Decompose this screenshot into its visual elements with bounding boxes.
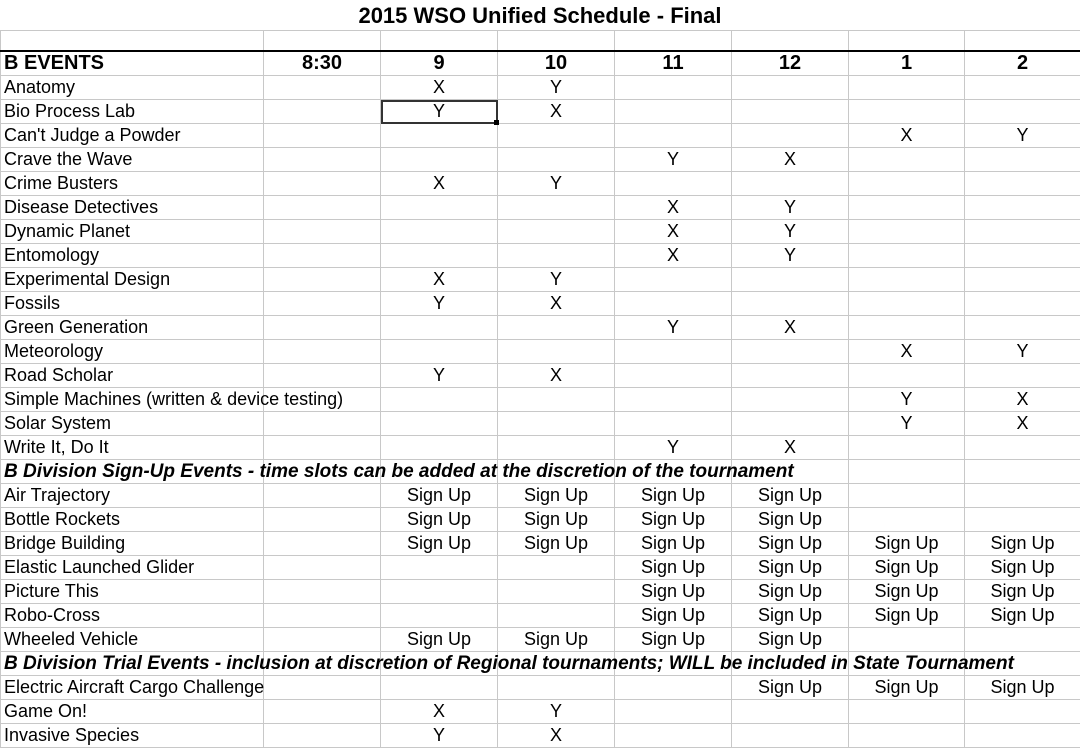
slot-cell[interactable]: Y — [615, 436, 732, 460]
slot-cell[interactable] — [615, 268, 732, 292]
header-label-cell[interactable]: B EVENTS — [1, 51, 264, 76]
slot-cell[interactable] — [615, 124, 732, 148]
event-name-cell[interactable]: Robo-Cross — [1, 604, 264, 628]
slot-cell[interactable] — [615, 172, 732, 196]
slot-cell[interactable]: X — [615, 196, 732, 220]
event-row — [1, 340, 1080, 364]
slot-cell[interactable] — [498, 388, 615, 412]
slot-cell[interactable] — [732, 412, 849, 436]
slot-cell[interactable] — [498, 148, 615, 172]
slot-cell[interactable] — [264, 148, 381, 172]
slot-cell[interactable] — [381, 412, 498, 436]
slot-cell[interactable] — [965, 316, 1080, 340]
slot-cell[interactable] — [264, 484, 381, 508]
slot-cell[interactable] — [381, 388, 498, 412]
slot-cell[interactable] — [498, 436, 615, 460]
cell[interactable] — [264, 31, 381, 52]
event-row — [1, 172, 1080, 196]
slot-cell[interactable] — [381, 148, 498, 172]
slot-cell[interactable] — [264, 628, 381, 652]
time-header-cell[interactable]: 1 — [849, 51, 965, 76]
slot-cell[interactable] — [381, 340, 498, 364]
slot-cell[interactable] — [965, 364, 1080, 388]
slot-cell[interactable] — [264, 196, 381, 220]
slot-cell[interactable]: Sign Up — [965, 580, 1080, 604]
slot-cell[interactable]: Sign Up — [849, 556, 965, 580]
slot-cell[interactable] — [264, 580, 381, 604]
event-row — [1, 244, 1080, 268]
slot-cell[interactable] — [615, 292, 732, 316]
slot-cell[interactable] — [732, 700, 849, 724]
slot-cell[interactable]: Sign Up — [732, 508, 849, 532]
signup-event-row — [1, 532, 1080, 556]
slot-cell[interactable]: Sign Up — [732, 532, 849, 556]
signup-event-row — [1, 556, 1080, 580]
slot-cell[interactable] — [381, 196, 498, 220]
slot-cell[interactable] — [615, 724, 732, 748]
slot-cell[interactable]: Sign Up — [498, 628, 615, 652]
slot-cell[interactable]: Y — [498, 76, 615, 100]
slot-cell[interactable] — [264, 364, 381, 388]
slot-cell[interactable] — [849, 484, 965, 508]
slot-cell[interactable] — [849, 268, 965, 292]
slot-cell[interactable]: Y — [732, 220, 849, 244]
slot-cell[interactable] — [965, 268, 1080, 292]
slot-cell[interactable] — [849, 244, 965, 268]
slot-cell[interactable] — [849, 220, 965, 244]
signup-event-row — [1, 484, 1080, 508]
slot-cell[interactable] — [498, 556, 615, 580]
event-name-cell[interactable]: Solar System — [1, 412, 264, 436]
event-name-cell[interactable]: Anatomy — [1, 76, 264, 100]
selected-cell[interactable]: Y — [381, 100, 498, 124]
trial-event-row — [1, 676, 1080, 700]
event-name-cell[interactable]: Meteorology — [1, 340, 264, 364]
cell[interactable] — [498, 31, 615, 52]
slot-cell[interactable]: X — [965, 388, 1080, 412]
event-row — [1, 364, 1080, 388]
slot-cell[interactable]: X — [381, 268, 498, 292]
event-name-cell[interactable]: Air Trajectory — [1, 484, 264, 508]
slot-cell[interactable] — [732, 340, 849, 364]
event-name-cell[interactable]: Electric Aircraft Cargo Challenge — [1, 676, 264, 700]
slot-cell[interactable] — [615, 76, 732, 100]
slot-cell[interactable]: Sign Up — [965, 676, 1080, 700]
slot-cell[interactable]: Y — [849, 388, 965, 412]
slot-cell[interactable] — [381, 220, 498, 244]
event-name-cell[interactable]: Elastic Launched Glider — [1, 556, 264, 580]
slot-cell[interactable]: Sign Up — [381, 628, 498, 652]
event-name-cell[interactable]: Bio Process Lab — [1, 100, 264, 124]
slot-cell[interactable] — [849, 508, 965, 532]
slot-cell[interactable] — [849, 292, 965, 316]
time-header-cell[interactable]: 2 — [965, 51, 1080, 76]
cell[interactable] — [965, 460, 1080, 484]
time-header-cell[interactable]: 9 — [381, 51, 498, 76]
slot-cell[interactable]: Sign Up — [849, 532, 965, 556]
slot-cell[interactable]: X — [849, 124, 965, 148]
slot-cell[interactable] — [498, 196, 615, 220]
slot-cell[interactable] — [381, 316, 498, 340]
slot-cell[interactable]: Sign Up — [849, 580, 965, 604]
slot-cell[interactable] — [849, 628, 965, 652]
event-row — [1, 412, 1080, 436]
time-header-cell[interactable]: 8:30 — [264, 51, 381, 76]
slot-cell[interactable] — [849, 724, 965, 748]
slot-cell[interactable] — [498, 340, 615, 364]
blank-row — [1, 31, 1080, 52]
cell[interactable] — [849, 31, 965, 52]
slot-cell[interactable] — [264, 124, 381, 148]
slot-cell[interactable]: Y — [381, 292, 498, 316]
event-row — [1, 388, 1080, 412]
slot-cell[interactable]: X — [732, 436, 849, 460]
cell[interactable] — [849, 460, 965, 484]
slot-cell[interactable] — [498, 244, 615, 268]
event-name-cell[interactable]: Write It, Do It — [1, 436, 264, 460]
slot-cell[interactable]: Sign Up — [615, 532, 732, 556]
slot-cell[interactable]: X — [381, 76, 498, 100]
event-name-cell[interactable]: Entomology — [1, 244, 264, 268]
slot-cell[interactable] — [498, 220, 615, 244]
slot-cell[interactable] — [849, 316, 965, 340]
slot-cell[interactable]: Sign Up — [965, 532, 1080, 556]
cell[interactable] — [732, 31, 849, 52]
slot-cell[interactable]: Y — [498, 700, 615, 724]
signup-event-row — [1, 580, 1080, 604]
slot-cell[interactable] — [381, 556, 498, 580]
event-name-cell[interactable]: Crave the Wave — [1, 148, 264, 172]
event-row — [1, 196, 1080, 220]
slot-cell[interactable] — [615, 100, 732, 124]
slot-cell[interactable]: X — [732, 148, 849, 172]
time-header-cell[interactable]: 11 — [615, 51, 732, 76]
slot-cell[interactable] — [264, 100, 381, 124]
slot-cell[interactable] — [264, 436, 381, 460]
slot-cell[interactable] — [732, 724, 849, 748]
slot-cell[interactable] — [965, 172, 1080, 196]
event-row — [1, 316, 1080, 340]
cell[interactable] — [1, 31, 264, 52]
slot-cell[interactable]: Y — [965, 124, 1080, 148]
event-row — [1, 124, 1080, 148]
slot-cell[interactable]: Y — [498, 172, 615, 196]
event-row — [1, 100, 1080, 124]
event-name-cell[interactable]: Can't Judge a Powder — [1, 124, 264, 148]
slot-cell[interactable] — [615, 412, 732, 436]
slot-cell[interactable] — [849, 172, 965, 196]
event-name-cell[interactable]: Fossils — [1, 292, 264, 316]
slot-cell[interactable] — [264, 532, 381, 556]
slot-cell[interactable] — [849, 76, 965, 100]
slot-cell[interactable]: X — [965, 412, 1080, 436]
slot-cell[interactable] — [965, 508, 1080, 532]
slot-cell[interactable] — [965, 292, 1080, 316]
event-name-cell[interactable]: Green Generation — [1, 316, 264, 340]
event-name-cell[interactable]: Picture This — [1, 580, 264, 604]
slot-cell[interactable] — [965, 220, 1080, 244]
event-name-cell[interactable]: Experimental Design — [1, 268, 264, 292]
slot-cell[interactable]: X — [498, 292, 615, 316]
slot-cell[interactable] — [732, 76, 849, 100]
slot-cell[interactable] — [732, 172, 849, 196]
slot-cell[interactable]: Sign Up — [965, 604, 1080, 628]
slot-cell[interactable] — [264, 508, 381, 532]
slot-cell[interactable]: Y — [381, 724, 498, 748]
schedule-table — [0, 30, 1080, 748]
slot-cell[interactable] — [381, 124, 498, 148]
slot-cell[interactable]: Y — [965, 340, 1080, 364]
time-header-cell[interactable]: 12 — [732, 51, 849, 76]
slot-cell[interactable]: Sign Up — [498, 532, 615, 556]
slot-cell[interactable] — [381, 436, 498, 460]
slot-cell[interactable] — [965, 76, 1080, 100]
slot-cell[interactable] — [264, 244, 381, 268]
slot-cell[interactable] — [264, 604, 381, 628]
slot-cell[interactable] — [615, 340, 732, 364]
event-row — [1, 76, 1080, 100]
slot-cell[interactable]: Sign Up — [498, 508, 615, 532]
header-row — [1, 51, 1080, 76]
slot-cell[interactable]: Sign Up — [615, 580, 732, 604]
slot-cell[interactable]: Sign Up — [615, 556, 732, 580]
slot-cell[interactable] — [965, 484, 1080, 508]
slot-cell[interactable] — [615, 364, 732, 388]
slot-cell[interactable] — [615, 388, 732, 412]
time-header-cell[interactable]: 10 — [498, 51, 615, 76]
slot-cell[interactable]: X — [498, 100, 615, 124]
trial-event-row — [1, 700, 1080, 724]
slot-cell[interactable]: X — [732, 316, 849, 340]
slot-cell[interactable] — [965, 724, 1080, 748]
section-heading-cell[interactable] — [1, 652, 1014, 676]
slot-cell[interactable] — [732, 124, 849, 148]
cell[interactable] — [965, 31, 1080, 52]
page-title: 2015 WSO Unified Schedule - Final — [358, 3, 722, 28]
fill-handle[interactable] — [494, 120, 499, 125]
slot-cell[interactable]: Sign Up — [732, 580, 849, 604]
event-name-cell[interactable]: Dynamic Planet — [1, 220, 264, 244]
slot-cell[interactable]: Sign Up — [732, 484, 849, 508]
cell[interactable] — [615, 31, 732, 52]
slot-cell[interactable]: Sign Up — [615, 508, 732, 532]
event-name-cell[interactable]: Invasive Species — [1, 724, 264, 748]
slot-cell[interactable] — [849, 148, 965, 172]
event-name-cell[interactable]: Simple Machines (written & device testing) — [1, 388, 264, 412]
slot-cell[interactable]: Sign Up — [498, 484, 615, 508]
slot-cell[interactable]: Sign Up — [732, 676, 849, 700]
slot-cell[interactable] — [381, 676, 498, 700]
slot-cell[interactable]: Y — [732, 244, 849, 268]
slot-cell[interactable] — [615, 676, 732, 700]
slot-cell[interactable] — [849, 364, 965, 388]
slot-cell[interactable] — [965, 196, 1080, 220]
event-name-cell[interactable]: Disease Detectives — [1, 196, 264, 220]
section-heading: B Division Trial Events - inclusion at discretion of Regional tournaments; WILL be included in State Tournament — [4, 653, 1014, 674]
slot-cell[interactable] — [381, 580, 498, 604]
event-row — [1, 292, 1080, 316]
signup-event-row — [1, 628, 1080, 652]
slot-cell[interactable]: X — [381, 172, 498, 196]
slot-cell[interactable] — [264, 292, 381, 316]
event-row — [1, 268, 1080, 292]
cell[interactable] — [381, 31, 498, 52]
slot-cell[interactable] — [849, 436, 965, 460]
event-name-cell[interactable]: Bottle Rockets — [1, 508, 264, 532]
slot-cell[interactable] — [264, 76, 381, 100]
slot-cell[interactable]: Sign Up — [615, 628, 732, 652]
slot-cell[interactable] — [498, 580, 615, 604]
slot-cell[interactable]: Sign Up — [615, 604, 732, 628]
slot-cell[interactable] — [732, 364, 849, 388]
slot-cell[interactable] — [965, 244, 1080, 268]
slot-cell[interactable] — [615, 700, 732, 724]
section-header-row — [1, 460, 1080, 484]
slot-cell[interactable]: Y — [498, 268, 615, 292]
slot-cell[interactable]: Y — [849, 412, 965, 436]
slot-cell[interactable]: Y — [732, 196, 849, 220]
event-row — [1, 148, 1080, 172]
slot-cell[interactable]: Sign Up — [381, 532, 498, 556]
slot-cell[interactable]: Sign Up — [732, 628, 849, 652]
slot-cell[interactable] — [498, 124, 615, 148]
slot-cell[interactable]: X — [498, 724, 615, 748]
event-row — [1, 436, 1080, 460]
slot-cell[interactable]: Sign Up — [732, 556, 849, 580]
event-name-cell[interactable]: Bridge Building — [1, 532, 264, 556]
slot-cell[interactable]: Sign Up — [849, 676, 965, 700]
slot-cell[interactable]: X — [615, 220, 732, 244]
slot-cell[interactable] — [732, 100, 849, 124]
event-name-cell[interactable]: Wheeled Vehicle — [1, 628, 264, 652]
slot-cell[interactable] — [849, 196, 965, 220]
trial-event-row — [1, 724, 1080, 748]
slot-cell[interactable]: Y — [615, 148, 732, 172]
slot-cell[interactable] — [965, 700, 1080, 724]
slot-cell[interactable] — [264, 268, 381, 292]
slot-cell[interactable]: X — [498, 364, 615, 388]
slot-cell[interactable] — [264, 220, 381, 244]
slot-cell[interactable] — [732, 388, 849, 412]
slot-cell[interactable]: Sign Up — [615, 484, 732, 508]
slot-cell[interactable]: X — [615, 244, 732, 268]
slot-cell[interactable] — [965, 628, 1080, 652]
event-name-cell[interactable]: Game On! — [1, 700, 264, 724]
slot-cell[interactable]: Y — [615, 316, 732, 340]
section-heading: B Division Sign-Up Events - time slots can be added at the discretion of the tournament — [4, 461, 794, 482]
slot-cell[interactable] — [264, 700, 381, 724]
slot-cell[interactable] — [264, 724, 381, 748]
event-name-cell[interactable]: Road Scholar — [1, 364, 264, 388]
slot-cell[interactable] — [264, 556, 381, 580]
slot-cell[interactable] — [849, 700, 965, 724]
slot-cell[interactable] — [264, 412, 381, 436]
slot-cell[interactable] — [381, 604, 498, 628]
slot-cell[interactable] — [965, 148, 1080, 172]
section-header-row — [1, 652, 1080, 676]
event-row — [1, 220, 1080, 244]
slot-cell[interactable] — [498, 676, 615, 700]
slot-cell[interactable]: Y — [381, 364, 498, 388]
slot-cell[interactable]: X — [849, 340, 965, 364]
slot-cell[interactable] — [732, 268, 849, 292]
slot-cell[interactable] — [965, 436, 1080, 460]
signup-event-row — [1, 604, 1080, 628]
slot-cell[interactable] — [264, 316, 381, 340]
event-name-cell[interactable]: Crime Busters — [1, 172, 264, 196]
slot-cell[interactable]: Sign Up — [381, 484, 498, 508]
slot-cell[interactable] — [264, 172, 381, 196]
slot-cell[interactable] — [264, 340, 381, 364]
section-heading-cell[interactable] — [1, 460, 794, 484]
slot-cell[interactable] — [498, 412, 615, 436]
slot-cell[interactable] — [965, 100, 1080, 124]
slot-cell[interactable]: Sign Up — [381, 508, 498, 532]
slot-cell[interactable] — [381, 244, 498, 268]
slot-cell[interactable]: Sign Up — [849, 604, 965, 628]
slot-cell[interactable] — [849, 100, 965, 124]
slot-cell[interactable]: X — [381, 700, 498, 724]
slot-cell[interactable] — [498, 604, 615, 628]
slot-cell[interactable]: Sign Up — [965, 556, 1080, 580]
slot-cell[interactable] — [264, 676, 381, 700]
signup-event-row — [1, 508, 1080, 532]
slot-cell[interactable]: Sign Up — [732, 604, 849, 628]
slot-cell[interactable] — [498, 316, 615, 340]
slot-cell[interactable] — [732, 292, 849, 316]
